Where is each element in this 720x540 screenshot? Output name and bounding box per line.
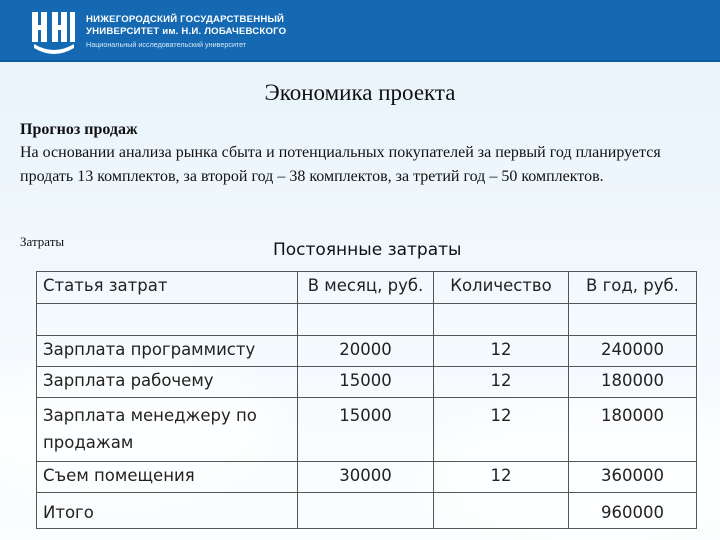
table-total-row <box>37 493 697 529</box>
total-yearly-cost: 960000 <box>569 493 697 529</box>
yearly-cost: 240000 <box>569 336 697 367</box>
yearly-cost: 180000 <box>569 367 697 398</box>
quantity: 12 <box>434 398 569 462</box>
table-row <box>37 336 697 367</box>
university-name: НИЖЕГОРОДСКИЙ ГОСУДАРСТВЕННЫЙ УНИВЕРСИТЕТ им. Н.И. ЛОБАЧЕВСКОГО <box>86 14 287 37</box>
total-label: Итого <box>37 493 298 529</box>
yearly-cost: 180000 <box>569 398 697 462</box>
table-row <box>37 462 697 493</box>
cost-item: Зарплата менеджеру по продажам <box>37 398 298 462</box>
sales-forecast-text: На основании анализа рынка сбыта и потенциальных покупателей за первый год планируется продать 13 комплектов, за второй год – 38 комплектов, за третий год – 50 комплектов. <box>20 144 661 185</box>
monthly-cost: 15000 <box>298 367 434 398</box>
monthly-cost <box>298 493 434 529</box>
column-header: В год, руб. <box>569 272 697 304</box>
column-header: В месяц, руб. <box>298 272 434 304</box>
table-header-row <box>37 272 697 304</box>
header-bar <box>0 0 720 62</box>
monthly-cost: 20000 <box>298 336 434 367</box>
cost-item: Съем помещения <box>37 462 298 493</box>
monthly-cost: 15000 <box>298 398 434 462</box>
column-header: Статья затрат <box>37 272 298 304</box>
slide-content <box>0 62 720 540</box>
cost-item: Зарплата программисту <box>37 336 298 367</box>
column-header: Количество <box>434 272 569 304</box>
quantity: 12 <box>434 367 569 398</box>
table-title: Постоянные затраты <box>273 240 462 260</box>
cost-item: Зарплата рабочему <box>37 367 298 398</box>
quantity: 12 <box>434 462 569 493</box>
fixed-costs-table <box>36 271 697 529</box>
costs-label: Затраты <box>20 234 65 249</box>
table-row <box>37 367 697 398</box>
yearly-cost: 360000 <box>569 462 697 493</box>
table-spacer-row <box>37 304 697 336</box>
monthly-cost: 30000 <box>298 462 434 493</box>
slide-title: Экономика проекта <box>264 80 456 105</box>
quantity <box>434 493 569 529</box>
university-subtitle: Национальный исследовательский университет <box>86 40 247 49</box>
quantity: 12 <box>434 336 569 367</box>
table-row <box>37 398 697 462</box>
section-heading: Прогноз продаж <box>20 121 138 138</box>
university-logo-icon <box>30 8 78 54</box>
